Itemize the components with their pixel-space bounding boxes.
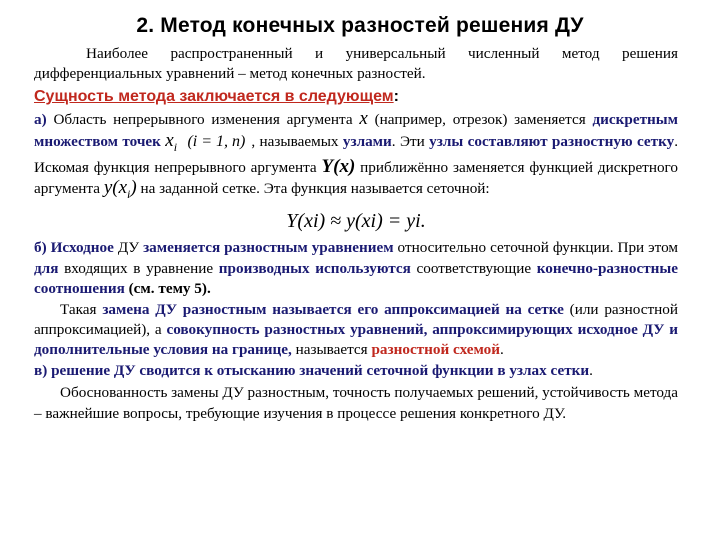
nodes-term: узлами <box>342 132 392 150</box>
func-yxi: $y(x_i)$ <box>103 177 137 202</box>
slide-body <box>34 44 678 424</box>
item-b-text-3: заменяется разностным уравнением <box>143 239 394 257</box>
item-c-text-1: Такая <box>60 300 103 318</box>
outro-paragraph: Обоснованность замены ДУ разностным, точность получаемых решений, устойчивость метода – важнейшие вопросы, требующие изучения в процессе решения конкретного ДУ. <box>34 384 678 422</box>
item-b-text-4: относительно сеточной функции. При этом <box>393 239 678 257</box>
item-b-text-9: конечно-разностные соотношения <box>34 259 679 298</box>
essence-heading-text: Сущность метода заключается в следующем <box>34 87 394 105</box>
item-c-text-5: называется <box>291 341 372 359</box>
var-x: x <box>359 108 368 130</box>
var-xi: $x_i$ <box>165 129 178 154</box>
item-b-marker: б) <box>34 239 47 257</box>
index-range: (i = 1, n) <box>187 132 246 150</box>
essence-heading-colon: : <box>393 87 399 105</box>
item-b-paragraph <box>34 238 678 299</box>
item-b-text-8: соответствующие <box>410 259 537 277</box>
difference-scheme-term: разностной схемой <box>371 341 501 359</box>
item-c-text-4: совокупность разностных уравнений, аппроксимирующих исходное ДУ и дополнительные условия на границе, <box>34 321 678 359</box>
item-a-text-5: . Искомая функция непрерывного аргумента <box>34 132 678 176</box>
item-b-text-10: (см. тему 5). <box>124 280 211 298</box>
grid-function-formula: Y(xi) ≈ y(xi) = yi. <box>286 210 426 233</box>
item-a-text-4: . Эти <box>391 132 430 150</box>
intro-paragraph: Наиболее распространенный и универсальный численный метод решения дифференциальных уравнений – метод конечных разностей. <box>34 45 678 83</box>
item-c-paragraph <box>34 300 678 361</box>
item-a-text-1: Область непрерывного изменения аргумента <box>46 111 360 129</box>
item-b-text-6: входящих в уравнение <box>58 259 219 277</box>
item-a-paragraph <box>34 109 678 204</box>
item-b-text-5: для <box>34 259 59 277</box>
item-a-text-3: , называемых <box>251 132 343 150</box>
item-c-text-3: (или разностной аппроксимацией), а <box>34 300 678 339</box>
item-a-text-2: (например, отрезок) заменяется <box>367 111 593 129</box>
discrete-set-term: дискретным множеством точек <box>34 111 679 150</box>
item-b-text-2: ДУ <box>113 239 144 257</box>
item-v-marker: в) <box>34 361 48 379</box>
item-b-text-1: Исходное <box>46 239 114 257</box>
item-v-text-2: . <box>589 361 593 379</box>
page-title: 2. Метод конечных разностей решения ДУ <box>136 14 584 37</box>
item-a-text-7: на заданной сетке. Эта функция называется сеточной: <box>136 180 490 198</box>
item-b-text-7: производных используются <box>218 259 411 277</box>
grid-term: узлы составляют разностную сетку <box>429 132 675 150</box>
item-v-text-1: решение ДУ сводится к отысканию значений сеточной функции в узлах сетки <box>47 361 590 379</box>
item-a-marker: а) <box>34 111 47 129</box>
essence-heading <box>34 87 678 107</box>
item-c-text-2: замена ДУ разностным называется его аппроксимацией на сетке <box>102 300 564 318</box>
item-a-text-6: приближённо заменяется функцией дискретного аргумента <box>34 158 678 198</box>
item-c-text-7: . <box>500 341 504 359</box>
func-Yx: Y(x) <box>321 155 356 177</box>
item-v-paragraph <box>34 361 678 381</box>
